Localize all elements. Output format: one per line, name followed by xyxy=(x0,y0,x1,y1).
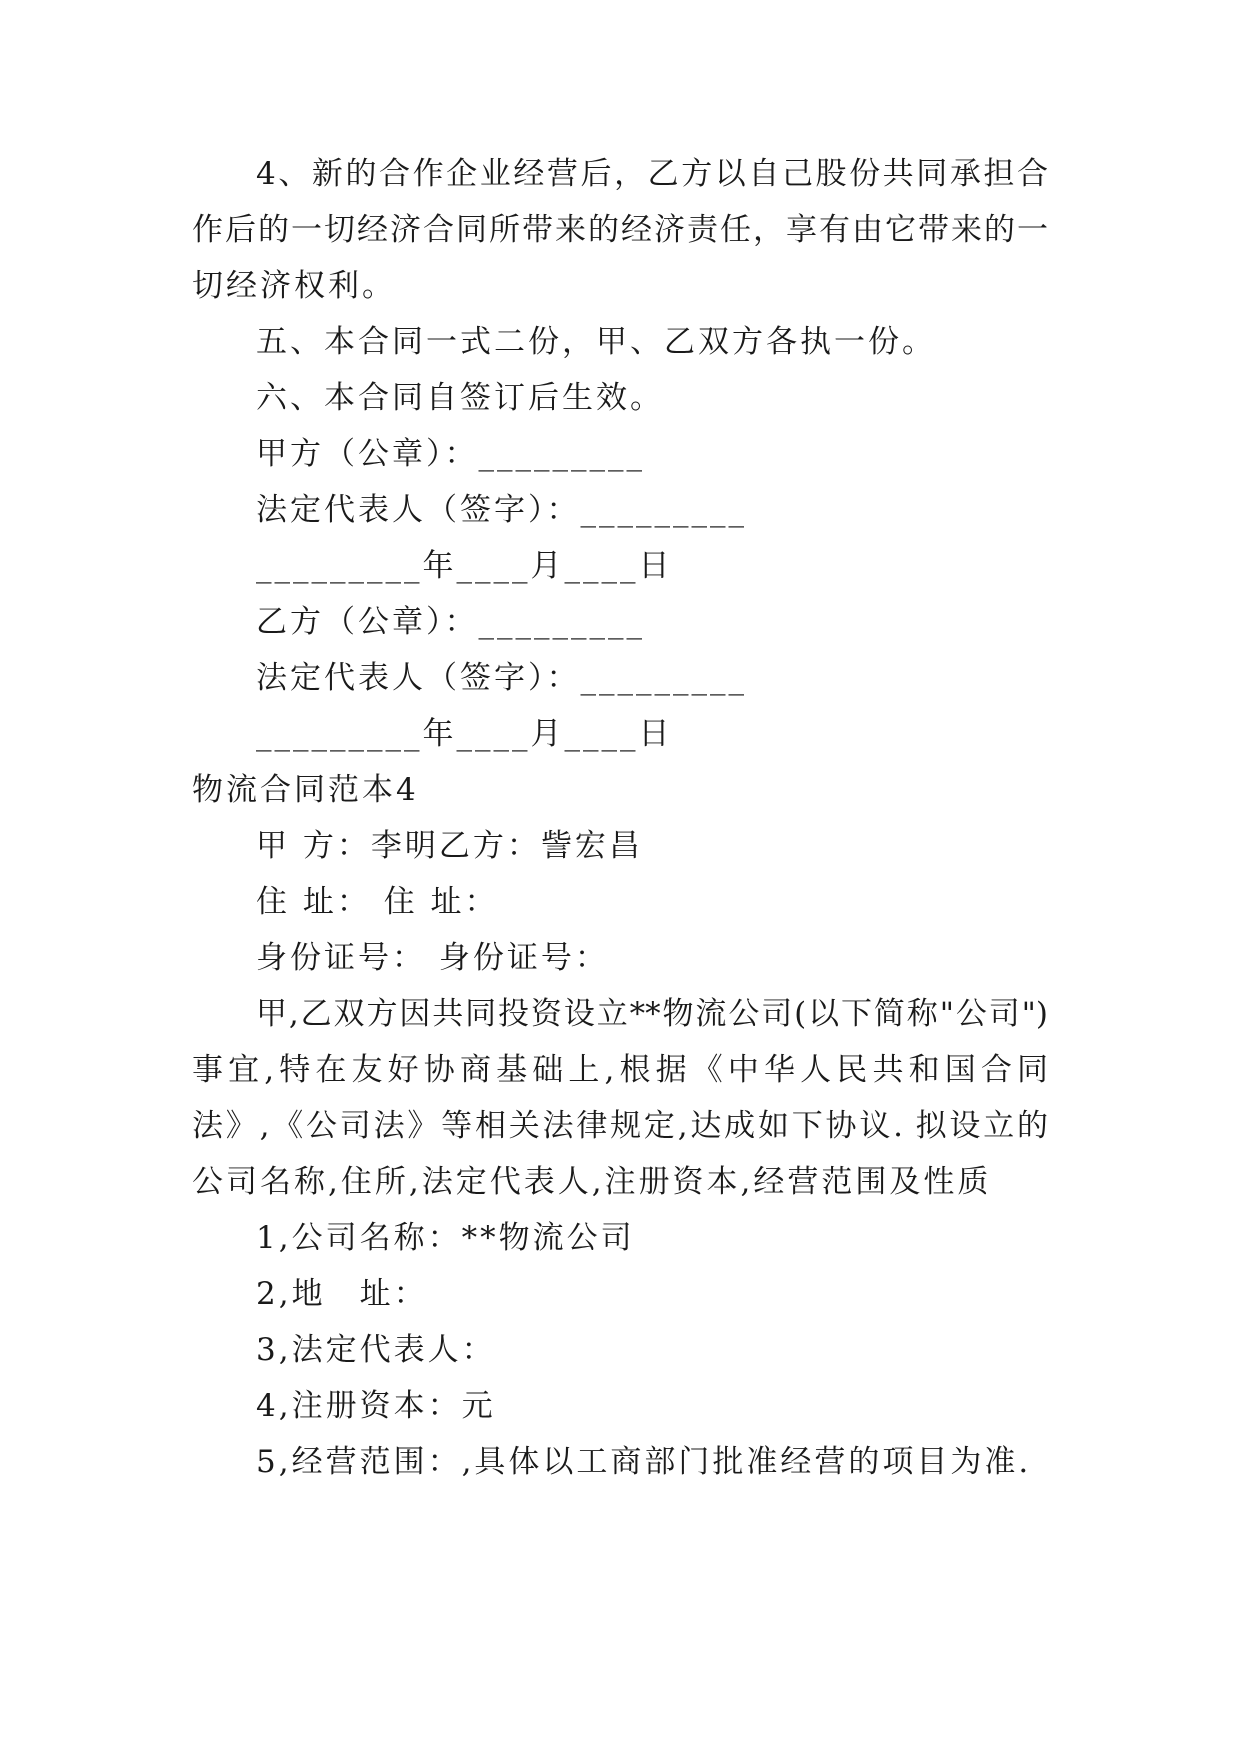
paragraph-line: 公司名称,住所,法定代表人,注册资本,经营范围及性质 xyxy=(192,1164,992,1200)
paragraph-line: 五、本合同一式二份，甲、乙双方各执一份。 xyxy=(256,324,936,360)
id-number-line: 身份证号： 身份证号： xyxy=(256,940,609,976)
list-item: 2,地 址： xyxy=(256,1276,428,1312)
list-item: 4,注册资本：元 xyxy=(256,1388,496,1424)
party-b-seal-line: 乙方（公章）：_________ xyxy=(256,604,645,640)
paragraph-line: 法》,《公司法》等相关法律规定,达成如下协议. 拟设立的 xyxy=(192,1108,1048,1144)
list-item: 3,法定代表人： xyxy=(256,1332,496,1368)
party-b-representative-line: 法定代表人（签字）：_________ xyxy=(256,660,747,696)
paragraph-line: 切经济权利。 xyxy=(192,268,396,304)
section-title: 物流合同范本4 xyxy=(192,772,419,808)
list-item: 5,经营范围：,具体以工商部门批准经营的项目为准. xyxy=(256,1444,1032,1480)
party-a-seal-line: 甲方（公章）：_________ xyxy=(256,436,645,472)
party-b-date-line: _________年____月____日 xyxy=(256,716,673,752)
list-item: 1,公司名称：**物流公司 xyxy=(256,1220,635,1256)
paragraph-line: 甲,乙双方因共同投资设立**物流公司(以下简称"公司") xyxy=(256,996,1048,1032)
party-a-representative-line: 法定代表人（签字）：_________ xyxy=(256,492,747,528)
parties-line: 甲 方：李明乙方：訾宏昌 xyxy=(256,828,643,864)
paragraph-line: 六、本合同自签订后生效。 xyxy=(256,380,664,416)
paragraph-line: 事宜,特在友好协商基础上,根据《中华人民共和国合同 xyxy=(192,1052,1048,1088)
paragraph-line: 4、新的合作企业经营后，乙方以自己股份共同承担合 xyxy=(256,156,1048,192)
address-line: 住 址： 住 址： xyxy=(256,884,499,920)
party-a-date-line: _________年____月____日 xyxy=(256,548,673,584)
paragraph-line: 作后的一切经济合同所带来的经济责任，享有由它带来的一 xyxy=(192,212,1048,248)
